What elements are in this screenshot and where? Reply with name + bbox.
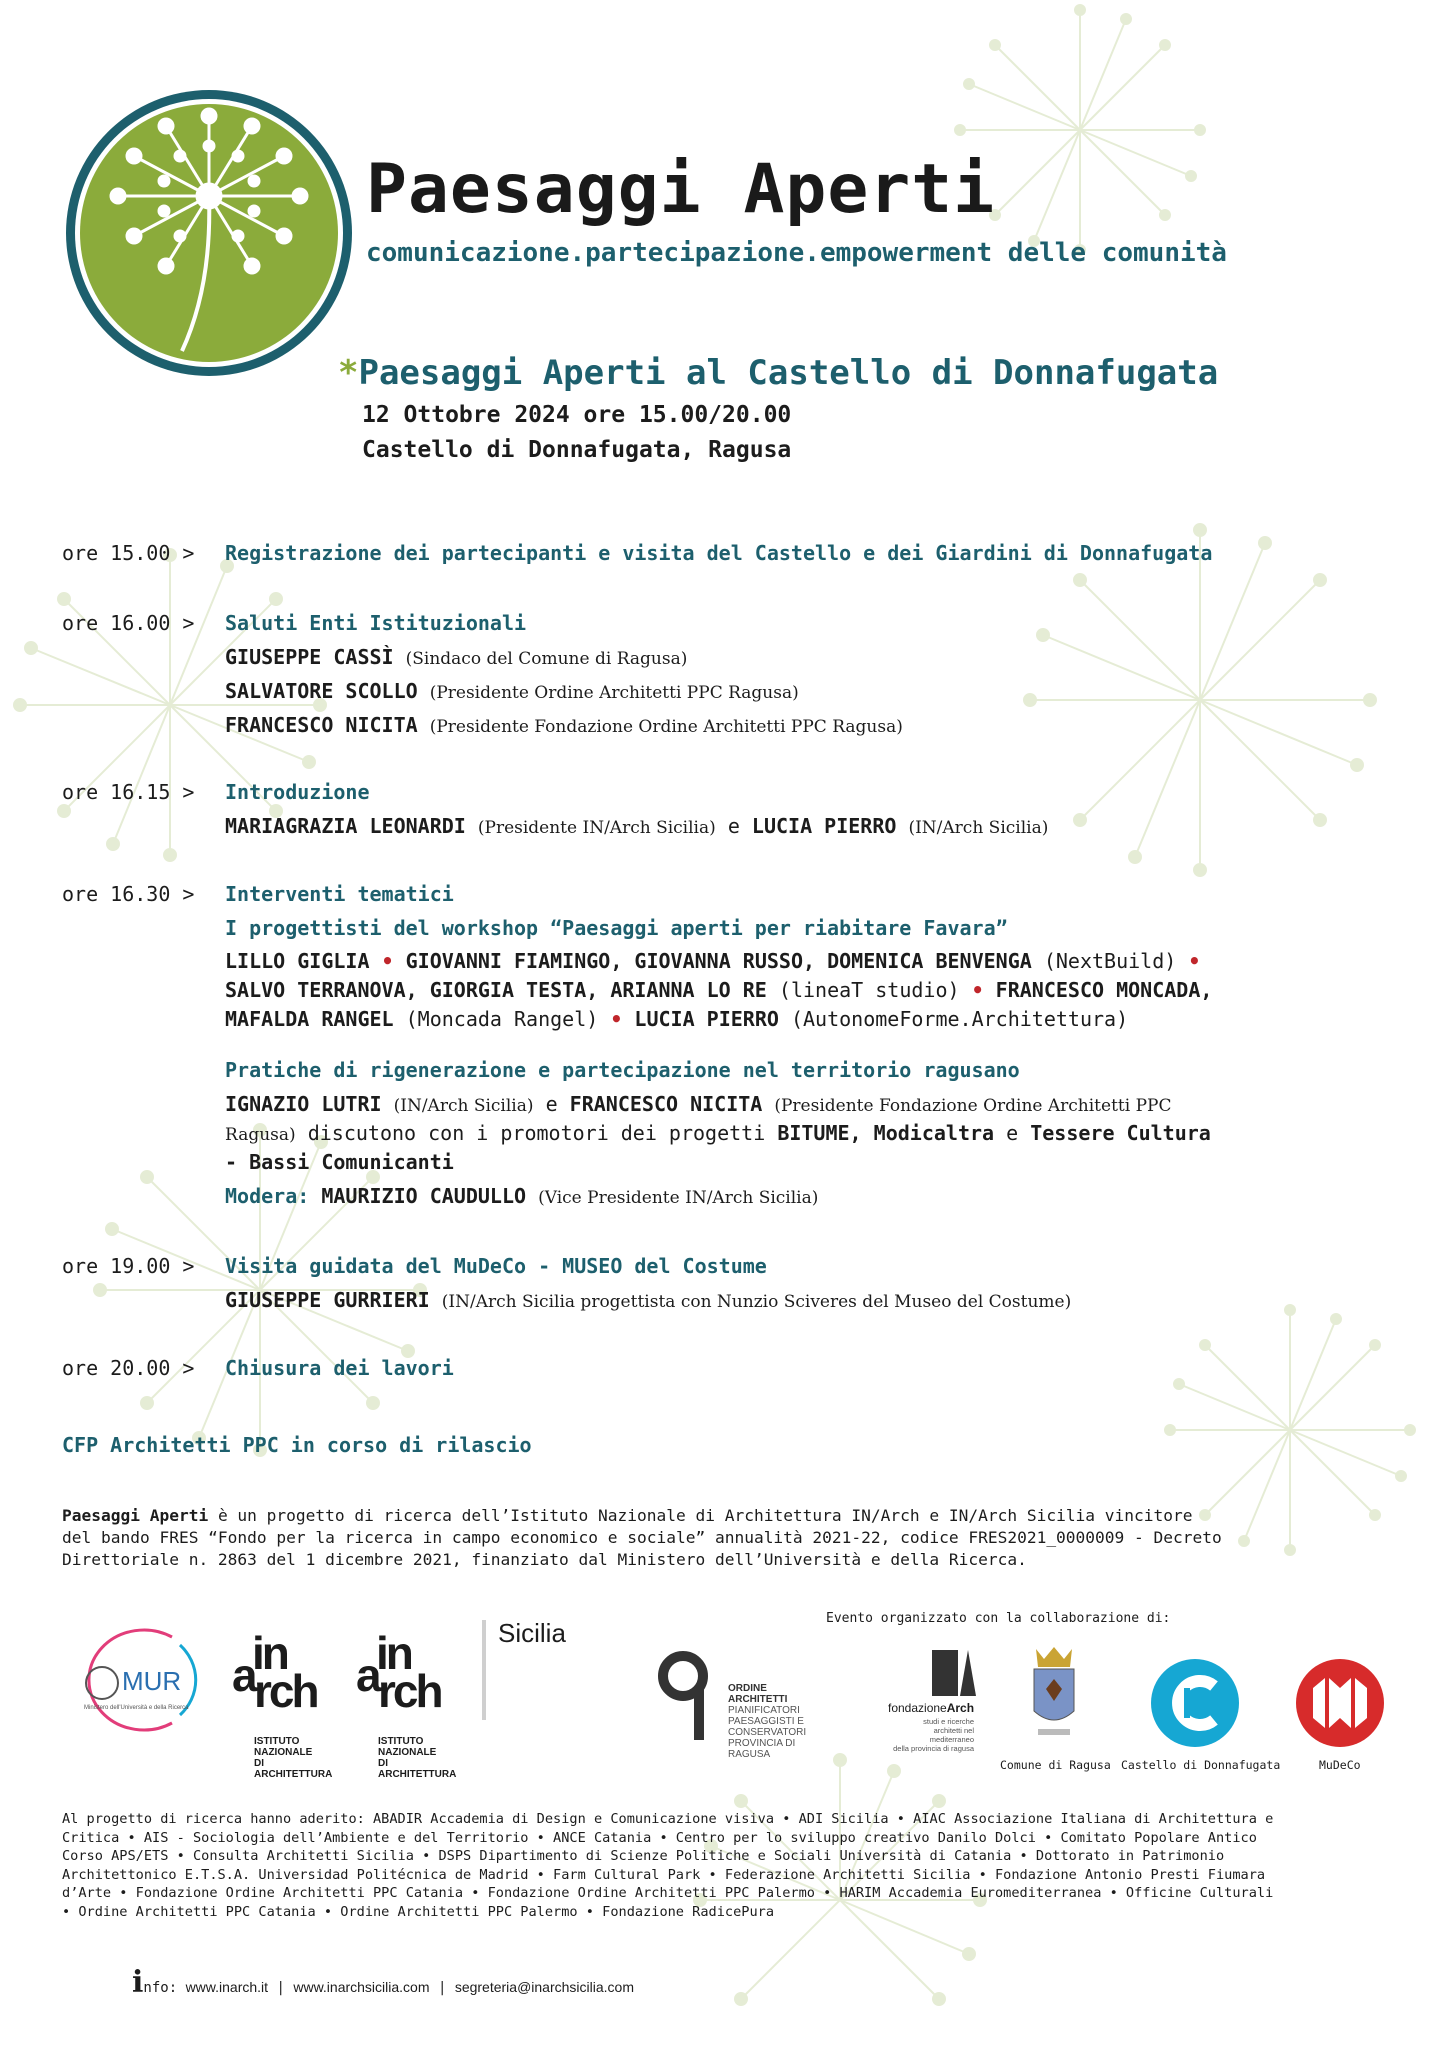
speaker-role: (Sindaco del Comune di Ragusa): [405, 649, 688, 669]
inarch-caption: ISTITUTO NAZIONALE DI ARCHITETTURA: [254, 1736, 333, 1780]
mudeco-caption: MuDeCo: [1319, 1758, 1361, 1772]
divider: [482, 1620, 486, 1720]
description-line: del bando FRES “Fondo per la ricerca in campo economico e sociale” annualità 2021-22, codice FRES2021_0000009 - Decreto: [62, 1528, 1222, 1547]
project-name: BITUME,: [777, 1121, 862, 1145]
project-name: - Bassi Comunicanti: [225, 1150, 454, 1174]
speaker-line: [225, 1288, 1071, 1312]
speaker-line: [225, 949, 1200, 973]
speaker-name: MARIAGRAZIA LEONARDI: [225, 814, 466, 838]
event-title-text: Paesaggi Aperti al Castello di Donnafugata: [358, 353, 1219, 393]
bullet: •: [971, 978, 984, 1002]
speaker-role: (lineaT studio): [778, 978, 960, 1002]
time-1615: ore 16.15 >: [62, 780, 195, 804]
speaker-role: (IN/Arch Sicilia progettista con Nunzio Sciveres del Museo del Costume): [441, 1292, 1072, 1312]
speaker-line: [225, 679, 799, 703]
time-1900: ore 19.00 >: [62, 1254, 195, 1278]
separator: |: [437, 1980, 447, 1996]
speaker-name: FRANCESCO NICITA: [569, 1092, 763, 1116]
speaker-line: [225, 645, 687, 669]
description-line: è un progetto di ricerca dell’Istituto Nazionale di Architettura IN/Arch e IN/Arch Sicilia vincitore: [217, 1506, 1193, 1525]
website-link[interactable]: www.inarchsicilia.com: [293, 1979, 430, 1995]
speaker-role: (Presidente Ordine Architetti PPC Ragusa): [429, 683, 799, 703]
time-1600: ore 16.00 >: [62, 611, 195, 635]
speaker-role: (AutonomeForme.Architettura): [790, 1007, 1129, 1031]
session-subtitle: I progettisti del workshop “Paesaggi aperti per riabitare Favara”: [225, 916, 1008, 940]
adhered-line: Architettonico E.T.S.A. Universidad Politécnica de Madrid • Farm Cultural Park • Federazione Architetti Sicilia • Fondazione Antonio Presti Fiumara: [62, 1866, 1266, 1883]
speaker-name: GIUSEPPE GURRIERI: [225, 1288, 430, 1312]
conjunction: e: [1006, 1121, 1019, 1145]
speaker-name: GIOVANNI FIAMINGO, GIOVANNA RUSSO, DOMENICA BENVENGA: [405, 949, 1032, 973]
session-title: Interventi tematici: [225, 882, 454, 906]
inarch-wordmark-bottom: rch: [254, 1665, 317, 1717]
session-title: Registrazione dei partecipanti e visita del Castello e dei Giardini di Donnafugata: [225, 541, 1213, 565]
speaker-name: MAFALDA RANGEL: [225, 1007, 394, 1031]
comune-ragusa-crest: [1030, 1645, 1078, 1745]
time-1500: ore 15.00 >: [62, 541, 195, 565]
adhered-line: • Ordine Architetti PPC Catania • Ordine Architetti PPC Palermo • Fondazione RadicePura: [62, 1903, 775, 1920]
session-subtitle: Pratiche di rigenerazione e partecipazione nel territorio ragusano: [225, 1058, 1020, 1082]
adhered-line: d’Arte • Fondazione Ordine Architetti PPC Catania • Fondazione Ordine Architetti PPC Palermo • HARIM Accademia Euromediterranea • Officine Culturali: [62, 1885, 1274, 1902]
mur-logo: [62, 1625, 212, 1735]
session-title: Introduzione: [225, 780, 370, 804]
website-link[interactable]: www.inarch.it: [185, 1979, 269, 1995]
discussion-line: [225, 1121, 1211, 1145]
speaker-role: (IN/Arch Sicilia): [908, 818, 1049, 838]
speaker-line: [225, 713, 903, 737]
inarch-wordmark-a: a: [232, 1649, 258, 1701]
speaker-role: (Presidente Fondazione Ordine Architetti PPC Ragusa): [429, 717, 903, 737]
speaker-role: (Presidente IN/Arch Sicilia): [477, 818, 716, 838]
session-title: Visita guidata del MuDeCo - MUSEO del Costume: [225, 1254, 767, 1278]
conjunction: e: [545, 1092, 558, 1116]
project-description: [62, 1505, 1390, 1571]
description-line: Direttoriale n. 2863 del 1 dicembre 2021, finanziato dal Ministero dell’Università e della Ricerca.: [62, 1550, 1027, 1569]
contacts: [132, 1965, 634, 2000]
speaker-line: [225, 1092, 1171, 1116]
bullet: •: [381, 949, 394, 973]
speaker-name: SALVATORE SCOLLO: [225, 679, 418, 703]
asterisk: *: [338, 353, 359, 393]
project-name: Tessere Cultura: [1030, 1121, 1211, 1145]
conjunction: e: [727, 814, 740, 838]
speaker-name: FRANCESCO NICITA: [225, 713, 418, 737]
inarch-wordmark-a: a: [356, 1649, 382, 1701]
ordine-architetti-caption: ORDINE ARCHITETTI PIANIFICATORI PAESAGGISTI E CONSERVATORI PROVINCIA DI RAGUSA: [728, 1683, 807, 1760]
speaker-role: (Vice Presidente IN/Arch Sicilia): [538, 1188, 819, 1208]
info-label: nfo:: [143, 1980, 178, 1996]
fondazione-arch-name: fondazioneArch: [888, 1701, 975, 1715]
inarch-caption: ISTITUTO NAZIONALE DI ARCHITETTURA: [378, 1736, 457, 1780]
adhering-organizations: [62, 1810, 1392, 1922]
paesaggi-aperti-logo: [62, 86, 356, 380]
fondazione-arch-logo: [930, 1648, 976, 1698]
adhered-line: Al progetto di ricerca hanno aderito: ABADIR Accademia di Design e Comunicazione visiva • ADI Sicilia • AIAC Associazione Italiana di Architettura e: [62, 1811, 1274, 1827]
page-title: Paesaggi Aperti: [366, 150, 996, 229]
inarch-logo: [232, 1627, 342, 1736]
discussion-text: discutono con i promotori dei progetti: [307, 1121, 766, 1145]
inarch-wordmark-top: in: [376, 1627, 411, 1679]
speaker-line: [225, 1007, 1128, 1031]
castello-donnafugata-logo: [1150, 1658, 1240, 1748]
speaker-role: (Presidente Fondazione Ordine Architetti PPC: [774, 1096, 1172, 1116]
session-title: Saluti Enti Istituzionali: [225, 611, 527, 635]
time-2000: ore 20.00 >: [62, 1356, 195, 1380]
sicilia-label: Sicilia: [498, 1618, 566, 1648]
page-subtitle: comunicazione.partecipazione.empowerment delle comunità: [366, 238, 1227, 268]
bullet: •: [610, 1007, 623, 1031]
speaker-name: IGNAZIO LUTRI: [225, 1092, 382, 1116]
bullet: •: [1188, 949, 1201, 973]
speaker-role: (Moncada Rangel): [405, 1007, 599, 1031]
speaker-role: Ragusa): [225, 1125, 296, 1145]
speaker-line: [225, 978, 1212, 1002]
mur-wordmark: MUR: [122, 1666, 182, 1696]
speaker-name: LUCIA PIERRO: [634, 1007, 779, 1031]
moderator-label: Modera:: [225, 1184, 310, 1208]
time-1630: ore 16.30 >: [62, 882, 195, 906]
mur-caption: Ministero dell'Università e della Ricerca: [84, 1705, 189, 1711]
castello-caption: Castello di Donnafugata: [1121, 1758, 1281, 1772]
inarch-wordmark-top: in: [252, 1627, 287, 1679]
mudeco-logo: [1295, 1658, 1385, 1748]
event-date: 12 Ottobre 2024 ore 15.00/20.00: [362, 402, 792, 428]
comune-ragusa-caption: Comune di Ragusa: [1000, 1758, 1111, 1772]
email-link[interactable]: segreteria@inarchsicilia.com: [454, 1979, 634, 1995]
speaker-name: LUCIA PIERRO: [751, 814, 897, 838]
speaker-name: SALVO TERRANOVA, GIORGIA TESTA, ARIANNA LO RE: [225, 978, 767, 1002]
event-title: [338, 353, 1218, 393]
event-place: Castello di Donnafugata, Ragusa: [362, 437, 792, 463]
info-icon: i: [132, 1965, 144, 2000]
speaker-name: FRANCESCO MONCADA,: [995, 978, 1213, 1002]
speaker-name: GIUSEPPE CASSÌ: [225, 645, 394, 669]
session-title: Chiusura dei lavori: [225, 1356, 454, 1380]
project-name: Paesaggi Aperti: [62, 1506, 209, 1525]
speaker-name: LILLO GIGLIA: [225, 949, 370, 973]
speaker-role: (IN/Arch Sicilia): [393, 1096, 534, 1116]
project-name: Modicaltra: [873, 1121, 995, 1145]
adhered-line: Critica • AIS - Sociologia dell’Ambiente e del Territorio • ANCE Catania • Centro per lo sviluppo creativo Danilo Dolci • Comitato Popolare Antico: [62, 1829, 1257, 1846]
dandelion-decoration: [1024, 524, 1376, 876]
cfp-notice: CFP Architetti PPC in corso di rilascio: [62, 1433, 532, 1457]
speaker-name: MAURIZIO CAUDULLO: [321, 1184, 527, 1208]
inarch-wordmark-bottom: rch: [378, 1665, 441, 1717]
collaboration-label: Evento organizzato con la collaborazione di:: [826, 1611, 1171, 1626]
separator: |: [276, 1980, 285, 1996]
fondazione-arch-caption: studi e ricerche architetti nel mediterraneo della provincia di ragusa: [893, 1717, 974, 1753]
inarch-sicilia-logo: [356, 1627, 466, 1736]
ordine-architetti-logo: [655, 1648, 721, 1744]
speaker-line: [225, 814, 1048, 838]
speaker-role: (NextBuild): [1043, 949, 1177, 973]
adhered-line: Corso APS/ETS • Consulta Architetti Sicilia • DSPS Dipartimento di Scienze Politiche e Sociali Università di Catania • Dottorato in Patrimonio: [62, 1848, 1225, 1865]
moderator-line: [225, 1184, 818, 1208]
